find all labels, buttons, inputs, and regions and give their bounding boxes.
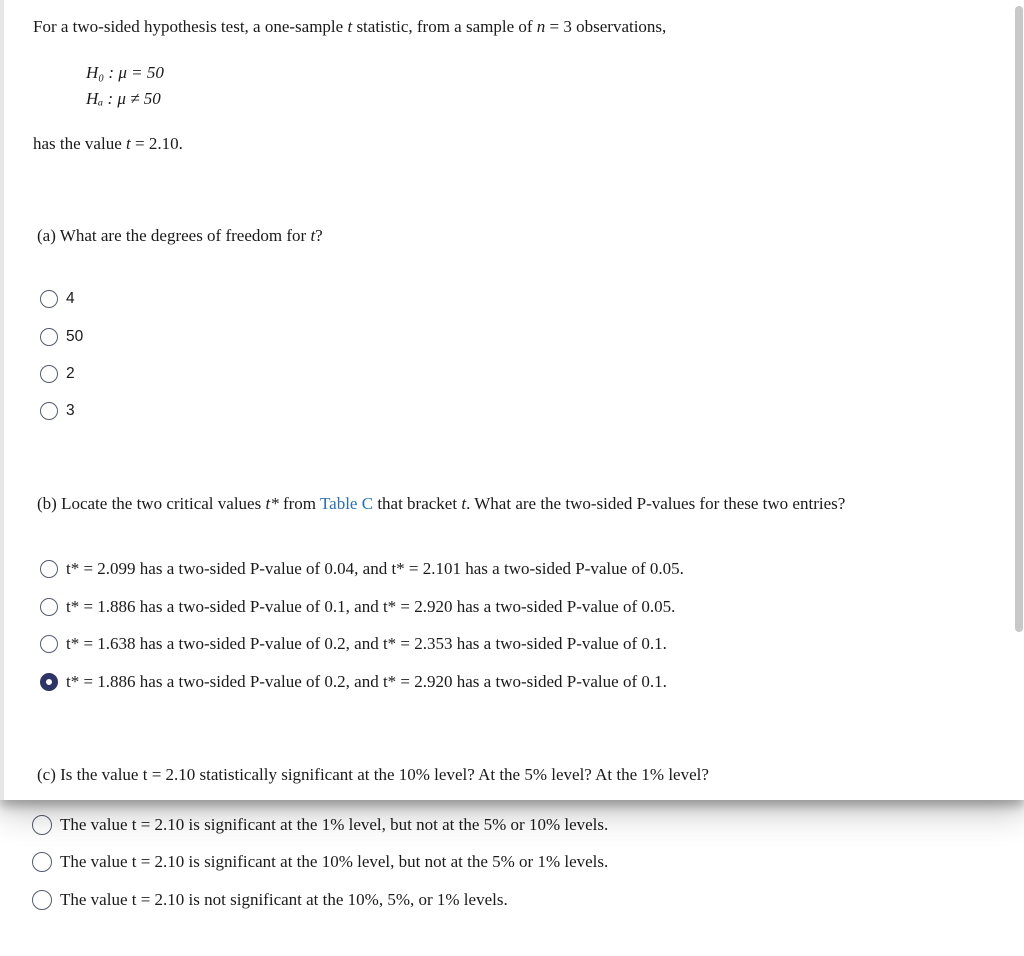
t-value-statement [33,133,183,155]
option-label: 4 [66,290,75,307]
radio-button[interactable] [40,365,58,383]
option-label: The value t = 2.10 is significant at the 10% level, but not at the 5% or 1% levels. [60,852,609,871]
tvalue-eq: = 2.10. [130,134,183,153]
statement-t: t [347,17,353,36]
radio-button[interactable] [40,560,58,578]
radio-button[interactable] [40,598,58,616]
option-label: t* = 1.886 has a two-sided P-value of 0.1, and t* = 2.920 has a two-sided P-value of 0.05. [66,597,676,616]
part-c-option-1[interactable] [32,814,608,836]
part-b-that: that bracket [373,494,462,513]
option-label: The value t = 2.10 is significant at the 1% level, but not at the 5% or 10% levels. [60,815,609,834]
statement-text-2: statistic, from a sample of [352,17,537,36]
card-left-edge [0,0,4,800]
option-label: 50 [66,328,84,345]
part-a-option-1[interactable] [40,288,75,310]
option-label: 2 [66,365,75,382]
statement-n: n [536,17,546,36]
part-c-option-3[interactable] [32,889,508,911]
null-hypothesis: H₀ : μ = 50 [86,63,164,82]
radio-button[interactable] [40,635,58,653]
part-b-text: (b) Locate the two critical values [37,494,266,513]
part-b-option-3[interactable] [40,633,667,655]
part-b-option-1[interactable] [40,558,684,580]
part-c-question: (c) Is the value t = 2.10 statistically significant at the 10% level? At the 5% level? At the 1% level? [37,765,709,784]
radio-button[interactable] [32,852,52,872]
part-b-option-4[interactable] [40,671,667,693]
radio-button[interactable] [40,290,58,308]
part-a-option-4[interactable] [40,400,75,422]
radio-button[interactable] [40,328,58,346]
radio-button-selected[interactable] [40,673,58,691]
option-label: t* = 1.886 has a two-sided P-value of 0.2, and t* = 2.920 has a two-sided P-value of 0.1. [66,672,667,691]
part-a-option-2[interactable] [40,326,83,348]
part-c-options-area [0,800,1024,956]
tvalue-text: has the value [33,134,126,153]
option-label: t* = 2.099 has a two-sided P-value of 0.04, and t* = 2.101 has a two-sided P-value of 0.05. [66,559,684,578]
option-label: t* = 1.638 has a two-sided P-value of 0.2, and t* = 2.353 has a two-sided P-value of 0.1. [66,634,667,653]
statement-text-3: = 3 observations, [545,17,667,36]
part-a-question [37,225,323,247]
problem-statement [33,16,666,38]
radio-button[interactable] [40,402,58,420]
part-b-suffix: . What are the two-sided P-values for these two entries? [466,494,846,513]
table-c-link[interactable]: Table C [319,494,374,513]
option-label: The value t = 2.10 is not significant at the 10%, 5%, or 1% levels. [60,890,508,909]
part-b-option-2[interactable] [40,596,675,618]
scrollbar[interactable] [1015,6,1023,632]
part-b-tstar: t* [265,494,279,513]
part-b-from: from [278,494,320,513]
option-label: 3 [66,402,75,419]
tvalue-t: t [126,134,131,153]
part-b-question [37,493,845,515]
part-a-option-3[interactable] [40,363,75,385]
part-a-text: (a) What are the degrees of freedom for [37,226,311,245]
radio-button[interactable] [32,815,52,835]
part-c-option-2[interactable] [32,851,608,873]
statement-text: For a two-sided hypothesis test, a one-sample [33,17,348,36]
part-a-suffix: ? [315,226,323,245]
radio-button[interactable] [32,890,52,910]
part-a-t: t [310,226,316,245]
alternative-hypothesis: Hₐ : μ ≠ 50 [86,89,161,108]
part-b-t: t [461,494,467,513]
